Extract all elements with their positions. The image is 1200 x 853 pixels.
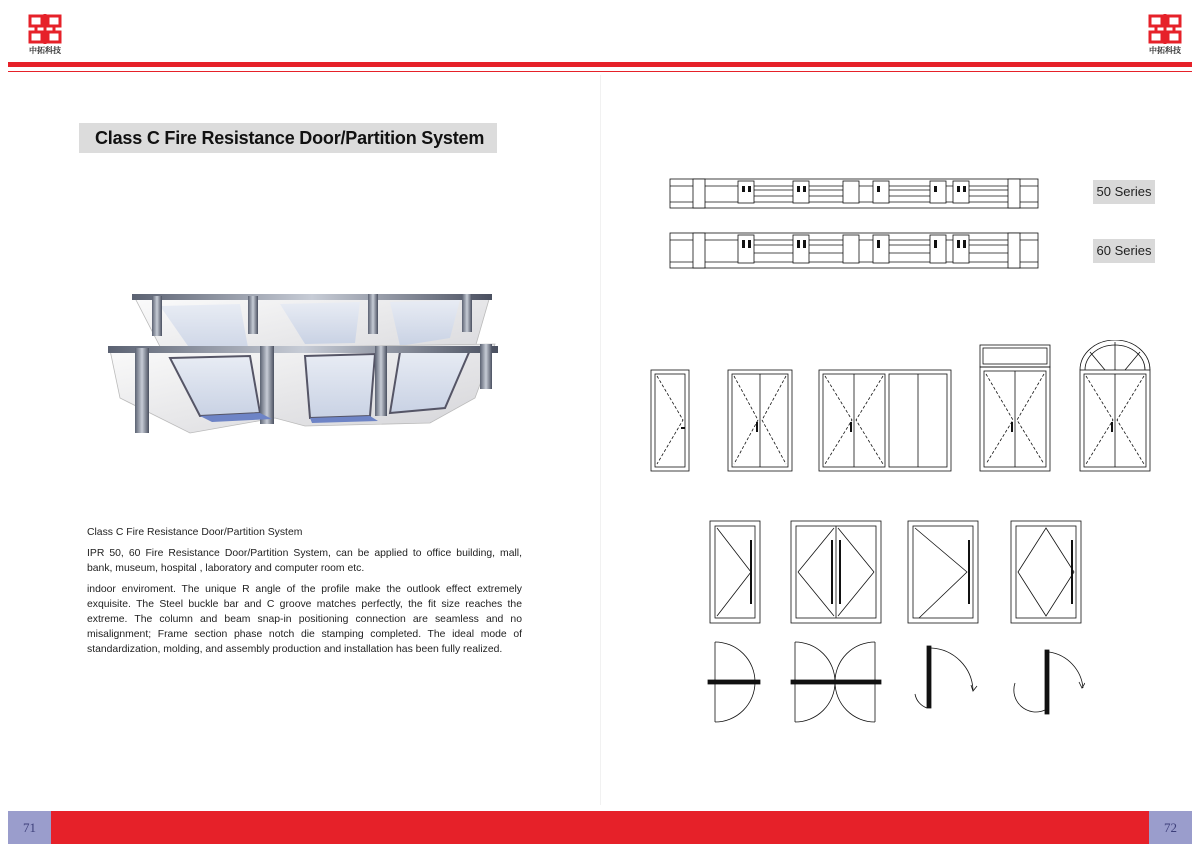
cross-section-60-series (670, 233, 1038, 268)
elevation-double-door-with-transom (980, 345, 1050, 471)
logo-right (1147, 14, 1183, 56)
logo-text: 中拓科技 (29, 46, 61, 55)
logo-text: 中拓科技 (1149, 46, 1181, 55)
series-label-60: 60 Series (1093, 239, 1155, 263)
company-logo-icon (1148, 14, 1182, 44)
partition-profile-render-image (100, 288, 505, 438)
footer-bar (8, 811, 1192, 844)
series-label-50: 50 Series (1093, 180, 1155, 204)
page-spine (600, 75, 601, 805)
door-elevation-drawings-row2 (705, 518, 1085, 626)
elevation-arched-double-door (1080, 340, 1150, 471)
elevation-double-door-with-fixed-panel (819, 370, 951, 471)
description-block (87, 525, 522, 657)
description-paragraph: IPR 50, 60 Fire Resistance Door/Partition System, can be applied to office building, mall, bank, museum, hospital , laboratory and computer room etc. (87, 548, 522, 574)
elevation-pivot-door-2 (1011, 521, 1081, 623)
elevation-double-door (728, 370, 792, 471)
description-paragraph: indoor enviroment. The unique R angle of the profile make the outlook effect extremely exquisite. The Steel buckle bar and C groove matches perfectly, the fit size reaches the extreme. The column and beam snap-in positioning connection are seamless and no misalignment; Frame section phase notch die stamping completed. The ideal mode of standardization, molding, and assembly production and installation has been fully realized. (87, 584, 522, 655)
swing-plan-pivot-left (915, 646, 977, 708)
header-rule-thick (8, 62, 1192, 67)
header-rule-thin (8, 71, 1192, 72)
cross-section-50-series (670, 179, 1038, 208)
swing-plan-double (791, 642, 881, 722)
elevation-double-door-handle-bars (791, 521, 881, 623)
elevation-pivot-door (908, 521, 978, 623)
page-number-left: 71 (8, 811, 51, 844)
door-elevation-drawings-row1 (645, 340, 1155, 475)
company-logo-icon (28, 14, 62, 44)
swing-plan-single (708, 642, 760, 722)
description-heading: Class C Fire Resistance Door/Partition System (87, 527, 303, 538)
door-swing-plan-drawings (705, 638, 1085, 728)
elevation-single-door (651, 370, 689, 471)
page-title: Class C Fire Resistance Door/Partition System (79, 123, 497, 153)
cross-section-drawings (668, 176, 1043, 272)
logo-left (27, 14, 63, 56)
swing-plan-pivot-right (1014, 650, 1085, 714)
page-number-right: 72 (1149, 811, 1192, 844)
elevation-single-door-handle-bar (710, 521, 760, 623)
